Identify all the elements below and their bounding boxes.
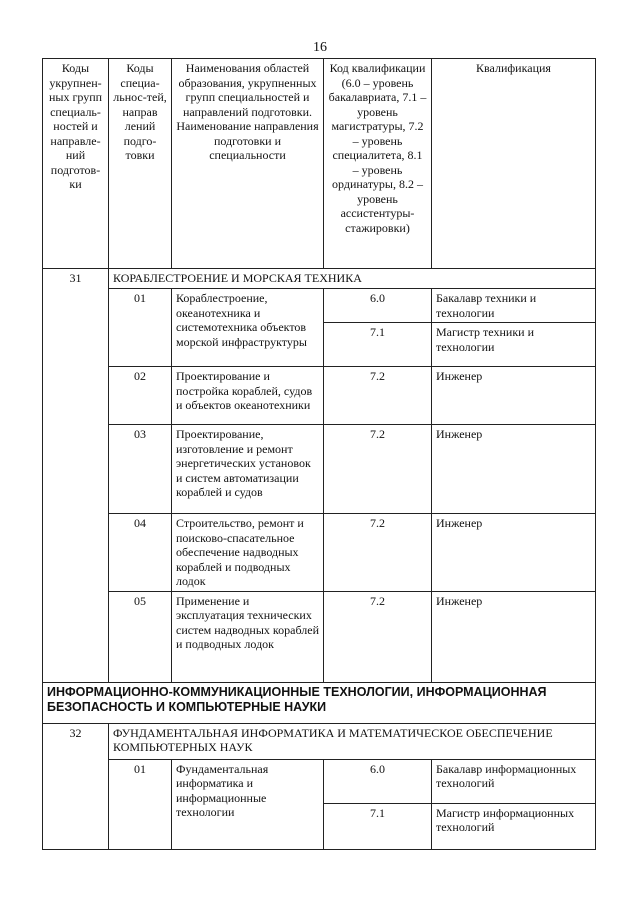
page-number: 16 (313, 40, 327, 55)
qualification-code: 7.2 (324, 591, 432, 682)
header-qualification-code: Код квалификации (6.0 – уровень бакалавриата, 7.1 – уровень магистратуры, 7.2 – уровень специалитета, 8.1 – уровень ординатуры, 8.2 – уровень ассистентуры-стажировки) (324, 59, 432, 269)
qualification-code: 7.2 (324, 425, 432, 514)
qualification-name: Инженер (432, 514, 596, 592)
specialty-code: 05 (109, 591, 172, 682)
group-title-32: ФУНДАМЕНТАЛЬНАЯ ИНФОРМАТИКА И МАТЕМАТИЧЕСКОЕ ОБЕСПЕЧЕНИЕ КОМПЬЮТЕРНЫХ НАУК (109, 723, 596, 759)
qualification-code: 7.2 (324, 367, 432, 425)
specialty-name: Кораблестроение, океанотехника и системотехника объектов морской инфраструктуры (172, 289, 324, 367)
header-group-codes: Коды укрупнен-ных групп специаль-ностей и направле-ний подготов-ки (43, 59, 109, 269)
specialty-code: 01 (109, 759, 172, 849)
specialty-code: 01 (109, 289, 172, 367)
table-header-row (43, 59, 596, 269)
section-row (43, 682, 596, 723)
table-row (43, 367, 596, 425)
table-row (43, 514, 596, 592)
header-specialty-codes: Коды специа-льнос-тей, направ лений подго-товки (109, 59, 172, 269)
header-qualification: Квалификация (432, 59, 596, 269)
table-row (43, 289, 596, 323)
header-names: Наименования областей образования, укрупненных групп специальностей и направлений подготовки. Наименование направления подготовки и специальности (172, 59, 324, 269)
specialty-code: 02 (109, 367, 172, 425)
qualification-code: 7.2 (324, 514, 432, 592)
qualification-table (42, 58, 596, 850)
specialty-name: Проектирование и постройка кораблей, судов и объектов океанотехники (172, 367, 324, 425)
group-code-31: 31 (43, 269, 109, 683)
qualification-code: 7.1 (324, 803, 432, 849)
table-row (43, 591, 596, 682)
qualification-name: Инженер (432, 425, 596, 514)
qualification-code: 7.1 (324, 323, 432, 367)
qualification-name: Инженер (432, 367, 596, 425)
specialty-name: Строительство, ремонт и поисково-спасательное обеспечение надводных кораблей и подводных лодок (172, 514, 324, 592)
specialty-code: 04 (109, 514, 172, 592)
qualification-name: Инженер (432, 591, 596, 682)
table-row (43, 425, 596, 514)
section-title: ИНФОРМАЦИОННО-КОММУНИКАЦИОННЫЕ ТЕХНОЛОГИИ, ИНФОРМАЦИОННАЯ БЕЗОПАСНОСТЬ И КОМПЬЮТЕРНЫЕ НАУКИ (43, 682, 596, 723)
qualification-name: Бакалавр техники и технологии (432, 289, 596, 323)
qualification-name: Бакалавр информационных технологий (432, 759, 596, 803)
group-row-32 (43, 723, 596, 759)
qualification-name: Магистр информационных технологий (432, 803, 596, 849)
qualification-code: 6.0 (324, 759, 432, 803)
specialty-name: Проектирование, изготовление и ремонт энергетических установок и систем автоматизации кораблей и судов (172, 425, 324, 514)
table-row (43, 759, 596, 803)
qualification-code: 6.0 (324, 289, 432, 323)
specialty-code: 03 (109, 425, 172, 514)
group-title-31: КОРАБЛЕСТРОЕНИЕ И МОРСКАЯ ТЕХНИКА (109, 269, 596, 289)
qualification-name: Магистр техники и технологии (432, 323, 596, 367)
group-row-31 (43, 269, 596, 289)
specialty-name: Применение и эксплуатация технических систем надводных кораблей и подводных лодок (172, 591, 324, 682)
group-code-32: 32 (43, 723, 109, 849)
specialty-name: Фундаментальная информатика и информационные технологии (172, 759, 324, 849)
